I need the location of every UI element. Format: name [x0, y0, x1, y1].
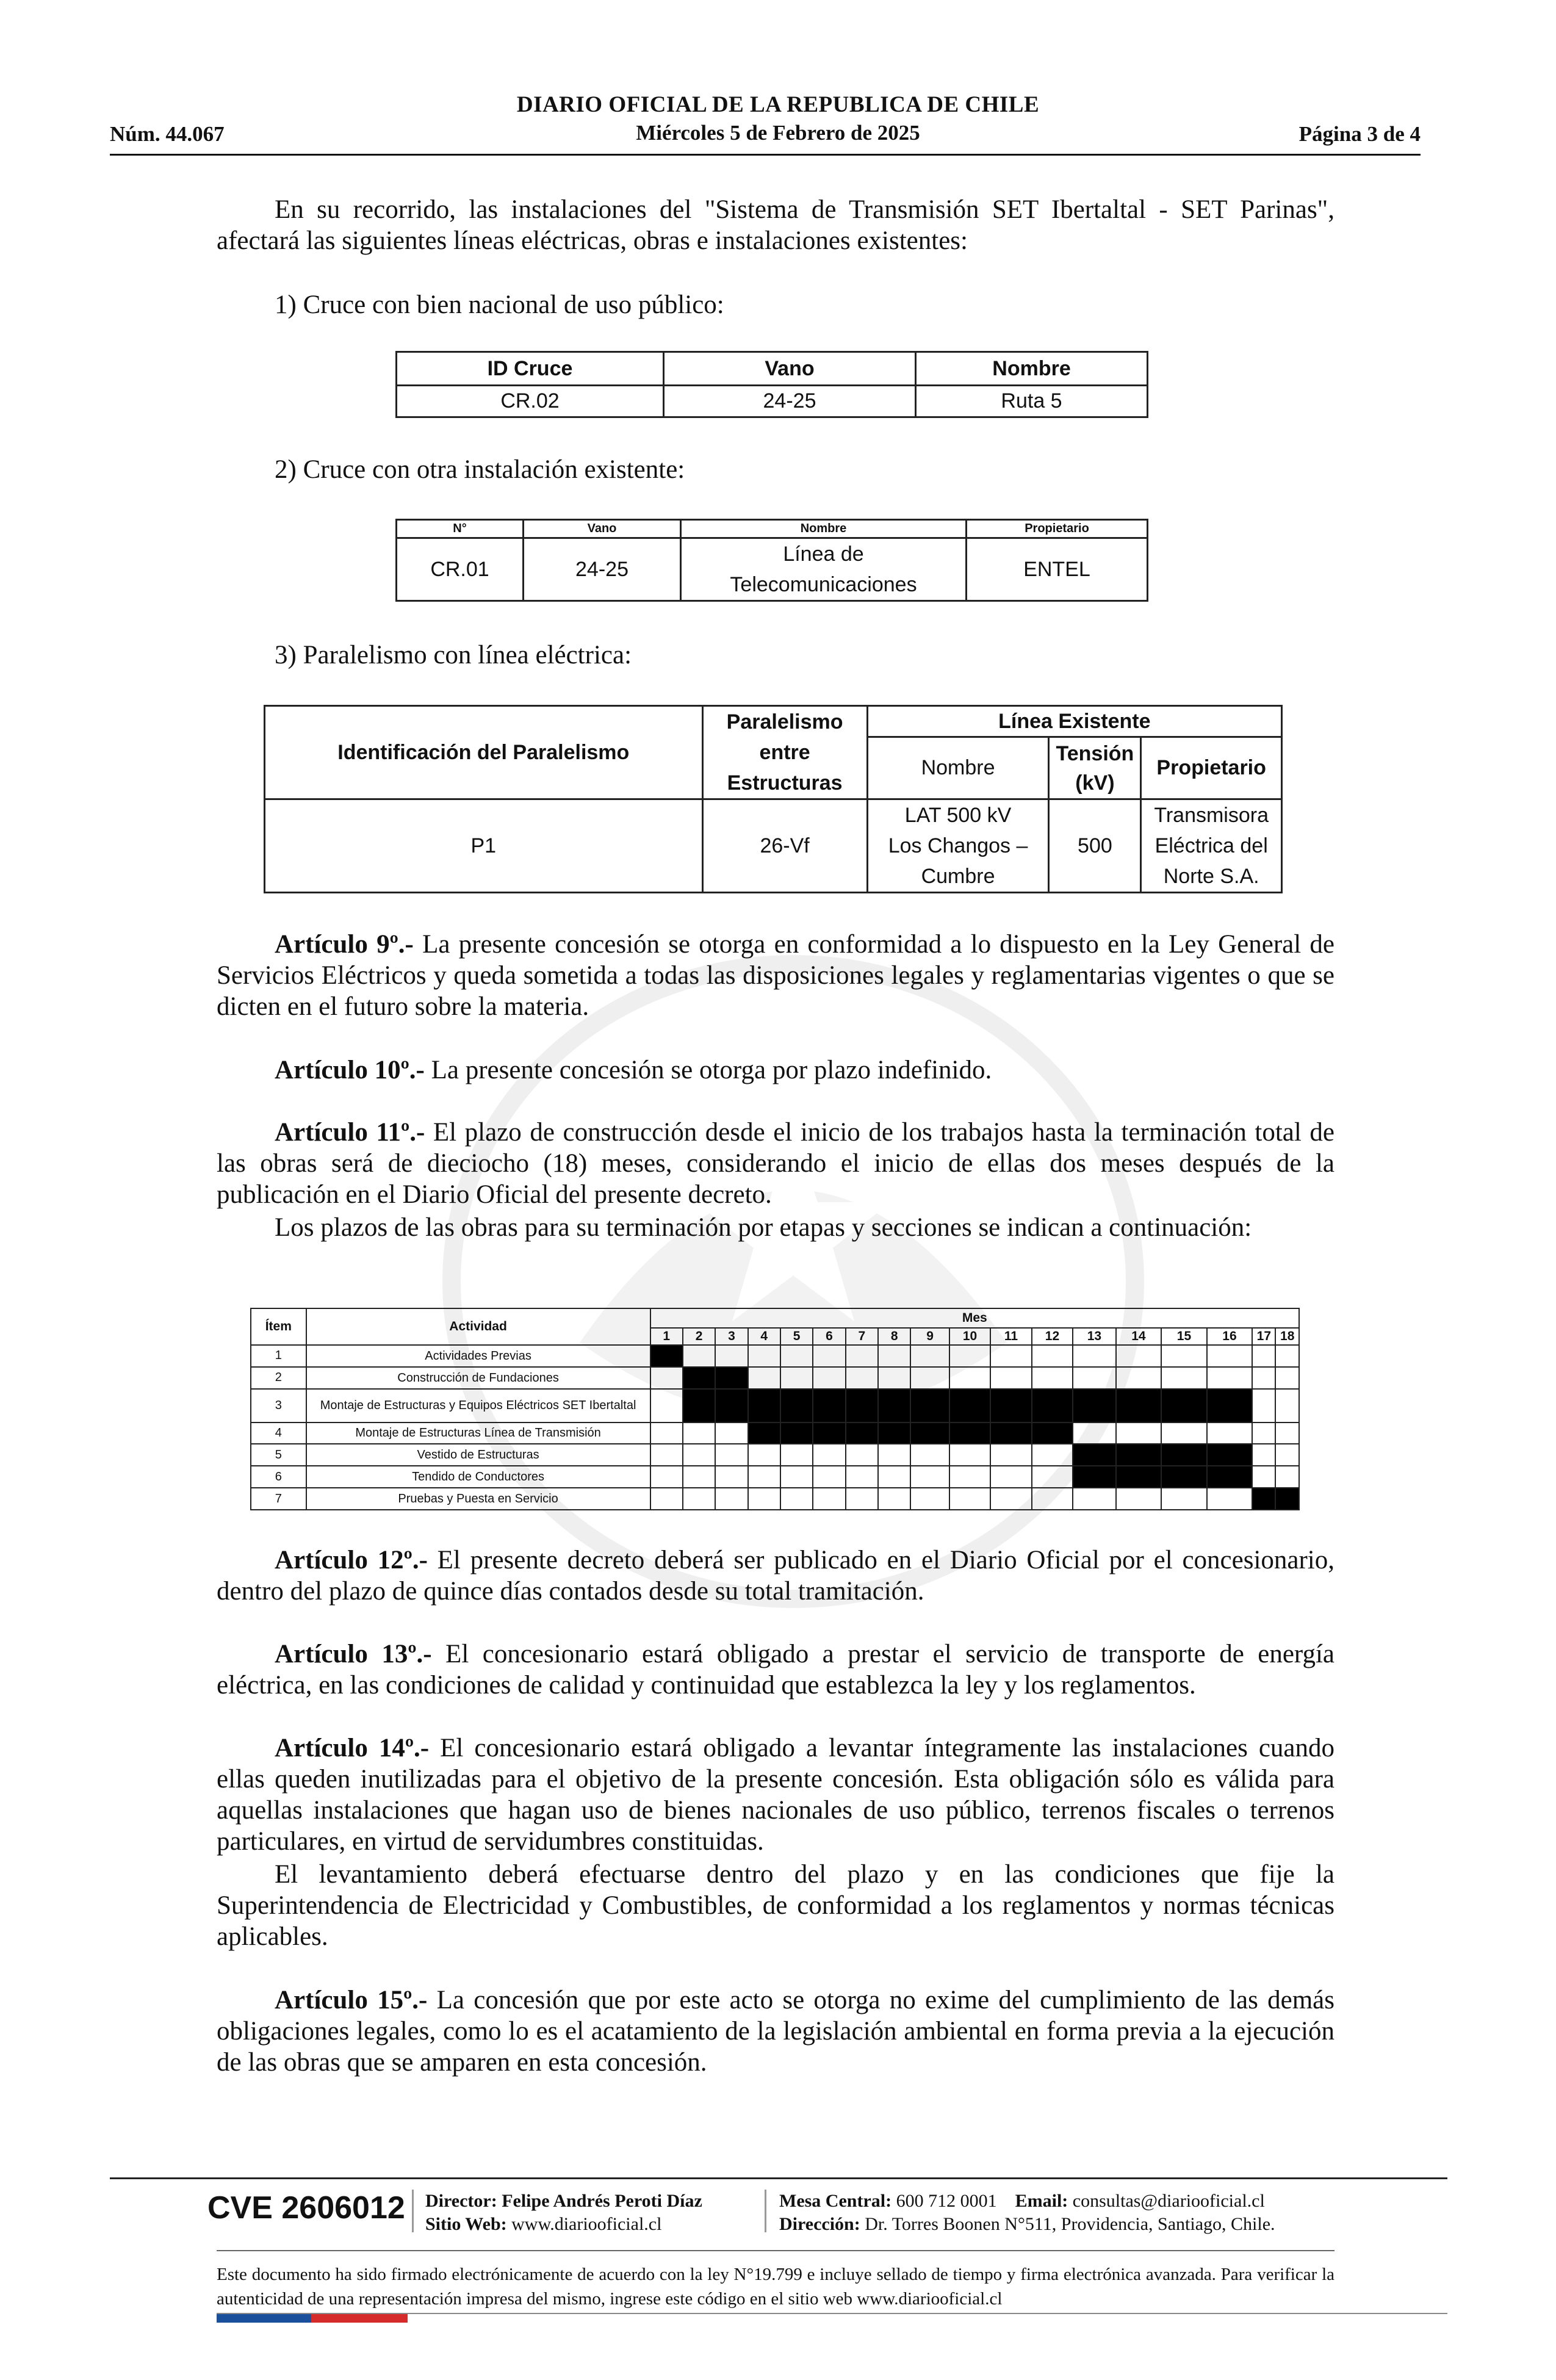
schedule-empty-cell — [1207, 1423, 1253, 1444]
schedule-empty-cell — [650, 1444, 683, 1466]
table-row — [251, 1389, 1299, 1423]
schedule-empty-cell — [748, 1345, 780, 1367]
schedule-bar-cell — [1116, 1444, 1162, 1466]
schedule-empty-cell — [949, 1488, 990, 1510]
schedule-bar-cell — [990, 1423, 1031, 1444]
month-label: 4 — [748, 1328, 780, 1345]
schedule-bar-cell — [1161, 1389, 1207, 1423]
col-header: Nombre — [867, 737, 1049, 799]
col-header: Propietario — [967, 520, 1148, 538]
schedule-bar-cell — [780, 1389, 813, 1423]
table-cell: 24-25 — [524, 538, 681, 601]
schedule-empty-cell — [813, 1488, 845, 1510]
schedule-bar-cell — [949, 1423, 990, 1444]
item-number: 2 — [251, 1367, 306, 1389]
schedule-bar-cell — [846, 1423, 878, 1444]
schedule-empty-cell — [990, 1488, 1031, 1510]
schedule-bar-cell — [1275, 1488, 1299, 1510]
schedule-empty-cell — [1275, 1389, 1299, 1423]
month-label: 1 — [650, 1328, 683, 1345]
month-label: 6 — [813, 1328, 845, 1345]
month-label: 3 — [715, 1328, 747, 1345]
schedule-empty-cell — [650, 1488, 683, 1510]
article-label: Artículo 9º.- — [275, 930, 414, 959]
schedule-bar-cell — [1161, 1444, 1207, 1466]
col-header: Vano — [524, 520, 681, 538]
month-label: 16 — [1207, 1328, 1253, 1345]
schedule-bar-cell — [715, 1389, 747, 1423]
month-header: Mes — [650, 1308, 1299, 1328]
table-row — [251, 1345, 1299, 1367]
article-label: Artículo 14º.- — [275, 1734, 430, 1762]
schedule-empty-cell — [878, 1345, 910, 1367]
activity-name: Construcción de Fundaciones — [306, 1367, 650, 1389]
schedule-empty-cell — [1073, 1423, 1115, 1444]
table-row — [251, 1444, 1299, 1466]
header-rule — [110, 154, 1421, 156]
col-header: Paralelismo entre Estructuras — [702, 706, 867, 799]
schedule-bar-cell — [1207, 1389, 1253, 1423]
col-header: Propietario — [1141, 737, 1282, 799]
month-label: 5 — [780, 1328, 813, 1345]
schedule-bar-cell — [1073, 1444, 1115, 1466]
schedule-empty-cell — [780, 1444, 813, 1466]
activity-name: Vestido de Estructuras — [306, 1444, 650, 1466]
schedule-empty-cell — [780, 1367, 813, 1389]
table-cell: ENTEL — [967, 538, 1148, 601]
schedule-empty-cell — [1275, 1466, 1299, 1488]
schedule-empty-cell — [1116, 1488, 1162, 1510]
schedule-empty-cell — [846, 1488, 878, 1510]
schedule-empty-cell — [683, 1423, 715, 1444]
schedule-empty-cell — [1116, 1345, 1162, 1367]
item-number: 4 — [251, 1423, 306, 1444]
table-cell: Línea de Telecomunicaciones — [681, 538, 967, 601]
schedule-empty-cell — [1032, 1444, 1073, 1466]
intro-paragraph: En su recorrido, las instalaciones del "Sistema de Transmisión SET Ibertaltal - SET Parinas", afectará las siguientes líneas eléctricas, obras e instalaciones existentes: — [217, 195, 1334, 255]
table-cell: 24-25 — [664, 386, 916, 417]
schedule-empty-cell — [1032, 1367, 1073, 1389]
schedule-empty-cell — [780, 1488, 813, 1510]
item-number: 6 — [251, 1466, 306, 1488]
schedule-bar-cell — [683, 1389, 715, 1423]
item-number: 3 — [251, 1389, 306, 1423]
month-label: 11 — [990, 1328, 1031, 1345]
schedule-empty-cell — [1161, 1367, 1207, 1389]
activity-name: Actividades Previas — [306, 1345, 650, 1367]
month-label: 12 — [1032, 1328, 1073, 1345]
schedule-empty-cell — [990, 1466, 1031, 1488]
month-label: 2 — [683, 1328, 715, 1345]
article-11: Artículo 11º.- El plazo de construcción desde el inicio de los trabajos hasta la terminación total de las obras será de dieciocho (18) meses, considerando el inicio de ellas dos meses después de la publicación en el Diario Oficial del presente decreto. — [217, 1118, 1334, 1209]
col-header: Nombre — [916, 352, 1148, 386]
schedule-empty-cell — [910, 1345, 949, 1367]
table-cell: Transmisora Eléctrica del Norte S.A. — [1141, 799, 1282, 893]
crossing-public-table — [395, 351, 1148, 418]
issue-number: Núm. 44.067 — [110, 122, 225, 146]
schedule-empty-cell — [1032, 1466, 1073, 1488]
schedule-empty-cell — [878, 1466, 910, 1488]
schedule-empty-cell — [846, 1444, 878, 1466]
schedule-empty-cell — [1073, 1488, 1115, 1510]
table-row — [251, 1367, 1299, 1389]
flag-stripe-red — [311, 2314, 408, 2323]
article-label: Artículo 10º.- — [275, 1056, 425, 1084]
item-number: 5 — [251, 1444, 306, 1466]
schedule-empty-cell — [949, 1444, 990, 1466]
schedule-bar-cell — [748, 1423, 780, 1444]
schedule-empty-cell — [813, 1444, 845, 1466]
section3-title: 3) Paralelismo con línea eléctrica: — [275, 641, 632, 669]
table-row — [251, 1466, 1299, 1488]
schedule-empty-cell — [813, 1466, 845, 1488]
schedule-empty-cell — [846, 1367, 878, 1389]
website-link[interactable]: www.diariooficial.cl — [511, 2214, 662, 2234]
schedule-bar-cell — [910, 1423, 949, 1444]
table-cell: 500 — [1049, 799, 1141, 893]
schedule-empty-cell — [813, 1345, 845, 1367]
table-cell: P1 — [265, 799, 703, 893]
month-label: 10 — [949, 1328, 990, 1345]
item-number: 1 — [251, 1345, 306, 1367]
article-14-continued: El levantamiento deberá efectuarse dentro del plazo y en las condiciones que fije la Superintendencia de Electricidad y Combustibles, de conformidad a los reglamentos y normas técnicas aplicables. — [217, 1860, 1334, 1951]
schedule-bar-cell — [1252, 1488, 1275, 1510]
month-label: 9 — [910, 1328, 949, 1345]
schedule-bar-cell — [910, 1389, 949, 1423]
schedule-empty-cell — [1207, 1345, 1253, 1367]
schedule-empty-cell — [1116, 1367, 1162, 1389]
col-header: Nombre — [681, 520, 967, 538]
schedule-bar-cell — [813, 1389, 845, 1423]
schedule-bar-cell — [683, 1367, 715, 1389]
schedule-empty-cell — [1161, 1345, 1207, 1367]
schedule-bar-cell — [1116, 1466, 1162, 1488]
month-label: 13 — [1073, 1328, 1115, 1345]
footer-rule — [110, 2177, 1447, 2179]
footer-inner-rule — [217, 2250, 1334, 2251]
schedule-bar-cell — [878, 1389, 910, 1423]
schedule-empty-cell — [683, 1488, 715, 1510]
month-label: 15 — [1161, 1328, 1207, 1345]
page-number: Página 3 de 4 — [1298, 122, 1421, 146]
schedule-empty-cell — [650, 1367, 683, 1389]
crossing-installation-table — [395, 519, 1148, 602]
schedule-empty-cell — [1207, 1488, 1253, 1510]
schedule-bar-cell — [846, 1389, 878, 1423]
schedule-empty-cell — [1275, 1345, 1299, 1367]
article-9: Artículo 9º.- La presente concesión se otorga en conformidad a lo dispuesto en la Ley General de Servicios Eléctricos y queda sometida a todas las disposiciones legales y reglamentarias vigentes o que se dicten en el futuro sobre la materia. — [217, 930, 1334, 1021]
footer-disclaimer: Este documento ha sido firmado electrónicamente de acuerdo con la ley N°19.799 e incluye sellado de tiempo y firma electrónica avanzada. Para verificar la autenticidad de una representación impresa del mismo, ingrese este código en el sitio web www.diariooficial.cl — [217, 2265, 1334, 2309]
schedule-empty-cell — [1252, 1444, 1275, 1466]
schedule-empty-cell — [780, 1345, 813, 1367]
article-label: Artículo 11º.- — [275, 1118, 425, 1147]
schedule-bar-cell — [1073, 1389, 1115, 1423]
item-header: Ítem — [251, 1308, 306, 1345]
schedule-empty-cell — [1161, 1488, 1207, 1510]
activity-name: Montaje de Estructuras Línea de Transmisión — [306, 1423, 650, 1444]
schedule-empty-cell — [1073, 1345, 1115, 1367]
schedule-bar-cell — [1161, 1466, 1207, 1488]
schedule-empty-cell — [1161, 1423, 1207, 1444]
col-header: Identificación del Paralelismo — [265, 706, 703, 799]
schedule-empty-cell — [1032, 1488, 1073, 1510]
schedule-bar-cell — [1207, 1466, 1253, 1488]
table-cell: CR.01 — [397, 538, 524, 601]
schedule-empty-cell — [1116, 1423, 1162, 1444]
schedule-empty-cell — [1252, 1345, 1275, 1367]
article-14: Artículo 14º.- El concesionario estará obligado a levantar íntegramente las instalaciones cuando ellas queden inutilizadas para el objetivo de la presente concesión. Esta obligación sólo es válida para aquellas instalaciones que hagan uso de bienes nacionales de uso público, terrenos fiscales o terrenos particulares, en virtud de servidumbres constituidas. — [217, 1734, 1334, 1856]
col-header: ID Cruce — [397, 352, 664, 386]
schedule-empty-cell — [910, 1367, 949, 1389]
schedule-empty-cell — [846, 1345, 878, 1367]
schedule-empty-cell — [1275, 1367, 1299, 1389]
article-12: Artículo 12º.- El presente decreto deberá ser publicado en el Diario Oficial por el concesionario, dentro del plazo de quince días contados desde su total tramitación. — [217, 1546, 1334, 1606]
schedule-empty-cell — [949, 1345, 990, 1367]
table-row — [251, 1488, 1299, 1510]
schedule-bar-cell — [1032, 1423, 1073, 1444]
schedule-bar-cell — [1207, 1444, 1253, 1466]
item-number: 7 — [251, 1488, 306, 1510]
schedule-empty-cell — [715, 1423, 747, 1444]
schedule-empty-cell — [949, 1367, 990, 1389]
schedule-empty-cell — [650, 1389, 683, 1423]
section2-title: 2) Cruce con otra instalación existente: — [275, 455, 685, 484]
schedule-empty-cell — [748, 1444, 780, 1466]
schedule-empty-cell — [1252, 1367, 1275, 1389]
schedule-empty-cell — [1032, 1345, 1073, 1367]
activity-name: Montaje de Estructuras y Equipos Eléctricos SET Ibertaltal — [306, 1389, 650, 1423]
month-label: 14 — [1116, 1328, 1162, 1345]
footer-director: Director: Felipe Andrés Peroti Díaz — [425, 2191, 702, 2211]
schedule-empty-cell — [949, 1466, 990, 1488]
schedule-empty-cell — [1252, 1466, 1275, 1488]
schedule-bar-cell — [780, 1423, 813, 1444]
schedule-empty-cell — [683, 1466, 715, 1488]
schedule-bar-cell — [878, 1423, 910, 1444]
parallelism-table — [264, 705, 1283, 893]
month-label: 8 — [878, 1328, 910, 1345]
schedule-empty-cell — [910, 1488, 949, 1510]
newspaper-title: DIARIO OFICIAL DE LA REPUBLICA DE CHILE — [516, 92, 1040, 117]
article-label: Artículo 15º.- — [275, 1986, 428, 2014]
schedule-empty-cell — [813, 1367, 845, 1389]
schedule-bar-cell — [990, 1389, 1031, 1423]
article-label: Artículo 12º.- — [275, 1546, 428, 1574]
schedule-empty-cell — [715, 1466, 747, 1488]
schedule-empty-cell — [650, 1423, 683, 1444]
schedule-empty-cell — [878, 1488, 910, 1510]
footer-separator — [412, 2190, 414, 2232]
schedule-bar-cell — [715, 1367, 747, 1389]
schedule-empty-cell — [990, 1444, 1031, 1466]
schedule-bar-cell — [650, 1345, 683, 1367]
col-header: Vano — [664, 352, 916, 386]
table-cell: LAT 500 kV Los Changos – Cumbre — [867, 799, 1049, 893]
table-cell: CR.02 — [397, 386, 664, 417]
flag-stripe-blue — [217, 2314, 311, 2323]
cve-code: CVE 2606012 — [207, 2190, 405, 2226]
table-row — [251, 1423, 1299, 1444]
schedule-bar-cell — [1073, 1466, 1115, 1488]
article-15: Artículo 15º.- La concesión que por este acto se otorga no exime del cumplimiento de las demás obligaciones legales, como lo es el acatamiento de la legislación ambiental en forma previa a la ejecución de las obras que se amparen en esta concesión. — [217, 1986, 1334, 2077]
article-13: Artículo 13º.- El concesionario estará obligado a prestar el servicio de transporte de energía eléctrica, en las condiciones de calidad y continuidad que establezca la ley y los reglamentos. — [217, 1640, 1334, 1700]
schedule-empty-cell — [650, 1466, 683, 1488]
schedule-empty-cell — [878, 1444, 910, 1466]
month-label: 17 — [1252, 1328, 1275, 1345]
schedule-empty-cell — [990, 1367, 1031, 1389]
schedule-empty-cell — [748, 1466, 780, 1488]
activity-name: Pruebas y Puesta en Servicio — [306, 1488, 650, 1510]
schedule-empty-cell — [1275, 1444, 1299, 1466]
article-11-continued: Los plazos de las obras para su terminación por etapas y secciones se indican a continuación: — [275, 1213, 1252, 1242]
schedule-bar-cell — [1116, 1389, 1162, 1423]
schedule-bar-cell — [748, 1389, 780, 1423]
schedule-empty-cell — [683, 1345, 715, 1367]
schedule-table — [250, 1308, 1300, 1510]
col-header: Tensión (kV) — [1049, 737, 1141, 799]
activity-header: Actividad — [306, 1308, 650, 1345]
schedule-empty-cell — [1275, 1423, 1299, 1444]
col-header: N° — [397, 520, 524, 538]
schedule-empty-cell — [1252, 1423, 1275, 1444]
coat-of-arms-watermark — [397, 915, 1190, 1648]
schedule-empty-cell — [878, 1367, 910, 1389]
month-label: 18 — [1275, 1328, 1299, 1345]
schedule-empty-cell — [846, 1466, 878, 1488]
activity-name: Tendido de Conductores — [306, 1466, 650, 1488]
article-10: Artículo 10º.- La presente concesión se otorga por plazo indefinido. — [275, 1056, 992, 1084]
schedule-empty-cell — [748, 1367, 780, 1389]
schedule-bar-cell — [813, 1423, 845, 1444]
schedule-empty-cell — [748, 1488, 780, 1510]
schedule-empty-cell — [780, 1466, 813, 1488]
table-cell: Ruta 5 — [916, 386, 1148, 417]
issue-date: Miércoles 5 de Febrero de 2025 — [636, 121, 920, 145]
footer-contact: Mesa Central: 600 712 0001 Email: consultas@diariooficial.cl — [779, 2191, 1265, 2211]
schedule-empty-cell — [910, 1444, 949, 1466]
footer-separator — [765, 2190, 766, 2232]
email-link[interactable]: consultas@diariooficial.cl — [1072, 2191, 1265, 2211]
footer-address: Dirección: Dr. Torres Boonen N°511, Providencia, Santiago, Chile. — [779, 2214, 1275, 2234]
schedule-empty-cell — [1073, 1367, 1115, 1389]
schedule-empty-cell — [715, 1488, 747, 1510]
table-cell: 26-Vf — [702, 799, 867, 893]
schedule-empty-cell — [715, 1345, 747, 1367]
col-header: Línea Existente — [867, 706, 1281, 737]
schedule-empty-cell — [715, 1444, 747, 1466]
schedule-empty-cell — [1252, 1389, 1275, 1423]
section1-title: 1) Cruce con bien nacional de uso público: — [275, 290, 724, 319]
month-label: 7 — [846, 1328, 878, 1345]
footer-website: Sitio Web: www.diariooficial.cl — [425, 2214, 662, 2234]
schedule-empty-cell — [990, 1345, 1031, 1367]
schedule-empty-cell — [1207, 1367, 1253, 1389]
schedule-bar-cell — [949, 1389, 990, 1423]
schedule-bar-cell — [1032, 1389, 1073, 1423]
schedule-empty-cell — [910, 1466, 949, 1488]
schedule-empty-cell — [683, 1444, 715, 1466]
article-label: Artículo 13º.- — [275, 1640, 432, 1668]
